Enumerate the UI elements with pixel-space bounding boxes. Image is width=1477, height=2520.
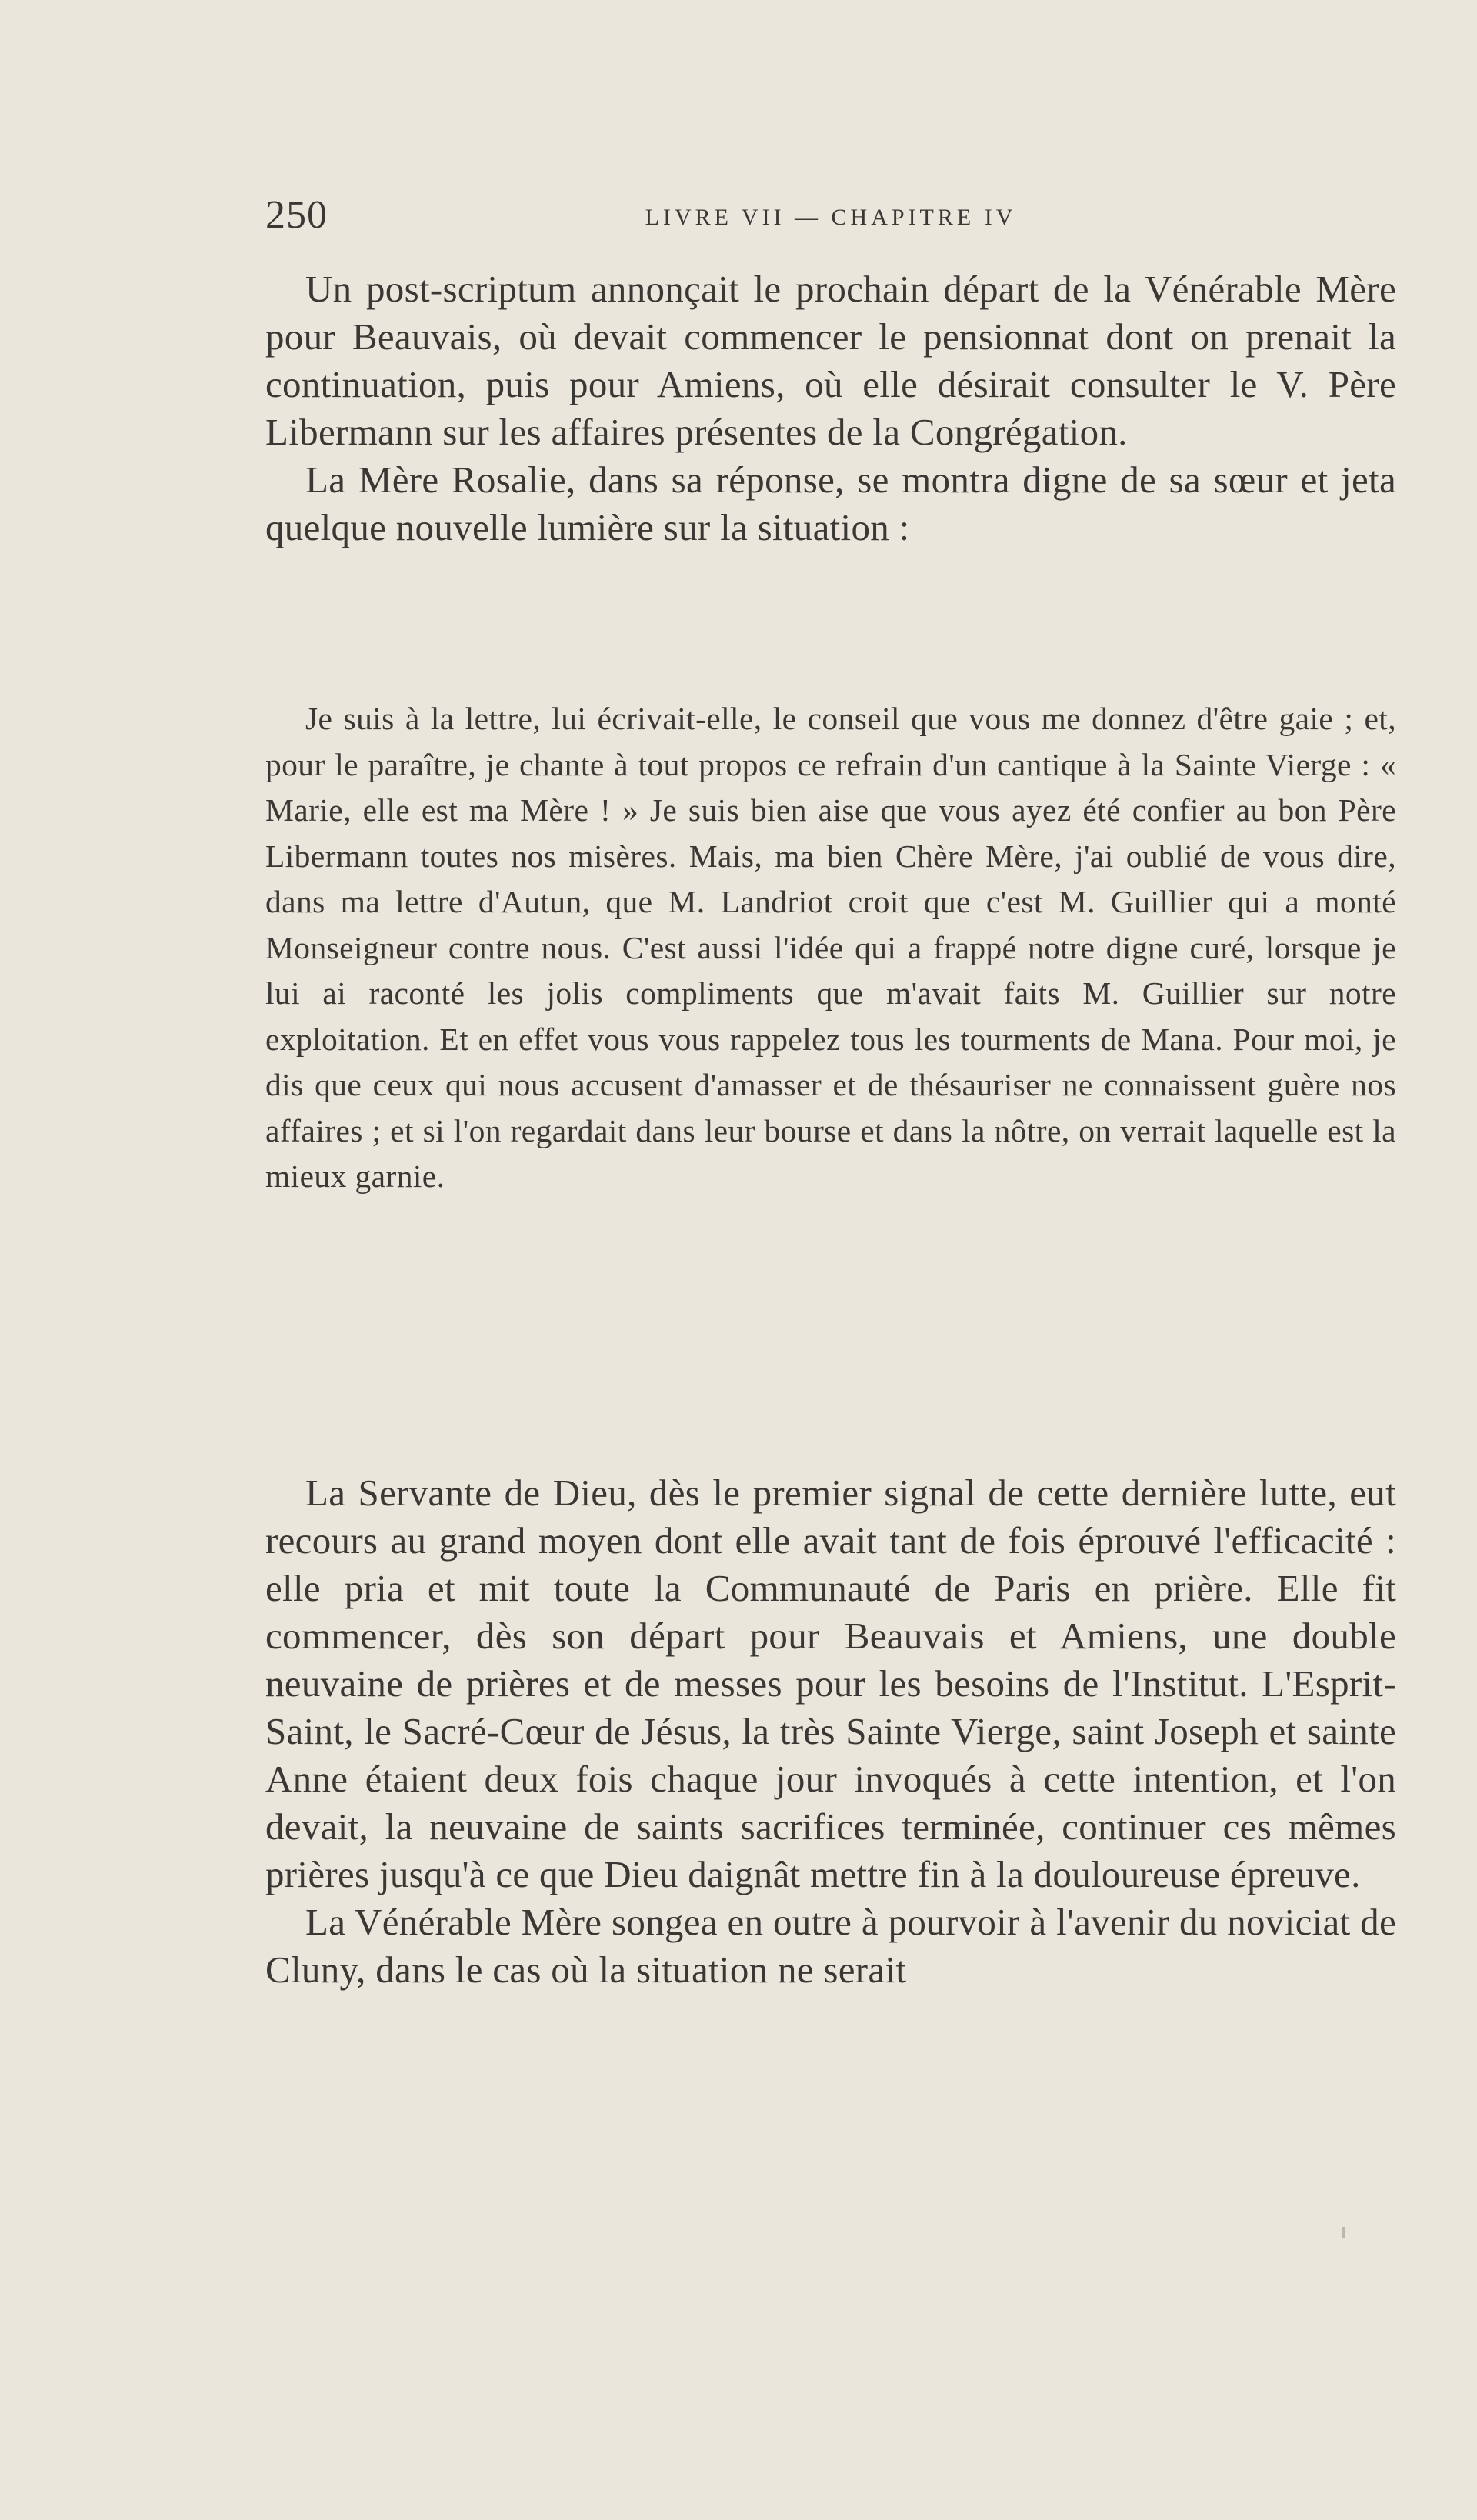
page-header xyxy=(265,192,1396,238)
paragraph-servante-de-dieu: La Servante de Dieu, dès le premier signal de cette dernière lutte, eut recours au grand moyen dont elle avait tant de fois éprouvé l'efficacité : elle pria et mit toute la Communauté de Paris en prière. Elle fit commencer, dès son départ pour Beauvais et Amiens, une double neuvaine de prières et de messes pour les besoins de l'Institut. L'Esprit-Saint, le Sacré-Cœur de Jésus, la très Sainte Vierge, saint Joseph et sainte Anne étaient deux fois chaque jour invoqués à cette intention, et l'on devait, la neuvaine de saints sacrifices terminée, continuer ces mêmes prières jusqu'à ce que Dieu daignât mettre fin à la douloureuse épreuve. xyxy=(265,1472,1396,1895)
paragraph-mere-rosalie: La Mère Rosalie, dans sa réponse, se montra digne de sa sœur et jeta quelque nouvelle lumière sur la situation : xyxy=(265,458,1396,548)
running-head: LIVRE VII — CHAPITRE IV xyxy=(645,205,1017,230)
paragraph-post-scriptum: Un post-scriptum annonçait le prochain départ de la Vénérable Mère pour Beauvais, où devait commencer le pensionnat dont on prenait la continuation, puis pour Amiens, où elle désirait consulter le V. Père Libermann sur les affaires présentes de la Congrégation. xyxy=(265,268,1396,453)
page-number: 250 xyxy=(265,193,328,237)
quoted-letter-text: Je suis à la lettre, lui écrivait-elle, le conseil que vous me donnez d'être gaie ; et, pour le paraître, je chante à tout propos ce refrain d'un cantique à la Sainte Vierge : « Marie, elle est ma Mère ! » Je suis bien aise que vous ayez été confier au bon Père Libermann toutes nos misères. Mais, ma bien Chère Mère, j'ai oublié de vous dire, dans ma lettre d'Autun, que M. Landriot croit que c'est M. Guillier qui a monté Monseigneur contre nous. C'est aussi l'idée qui a frappé notre digne curé, lorsque je lui ai raconté les jolis compliments que m'avait faits M. Guillier sur notre exploitation. Et en effet vous vous rappelez tous les tourments de Mana. Pour moi, je dis que ceux qui nous accusent d'amasser et de thésauriser ne connaissent guère nos affaires ; et si l'on regardait dans leur bourse et dans la nôtre, on verrait laquelle est la mieux garnie. xyxy=(265,701,1396,1194)
closing-paragraphs xyxy=(265,1469,1396,1994)
quoted-letter xyxy=(265,696,1396,1200)
opening-paragraphs xyxy=(265,265,1396,552)
paper-speck xyxy=(1342,2227,1345,2238)
paragraph-noviciat-cluny: La Vénérable Mère songea en outre à pourvoir à l'avenir du noviciat de Cluny, dans le cas où la situation ne serait xyxy=(265,1901,1396,1991)
